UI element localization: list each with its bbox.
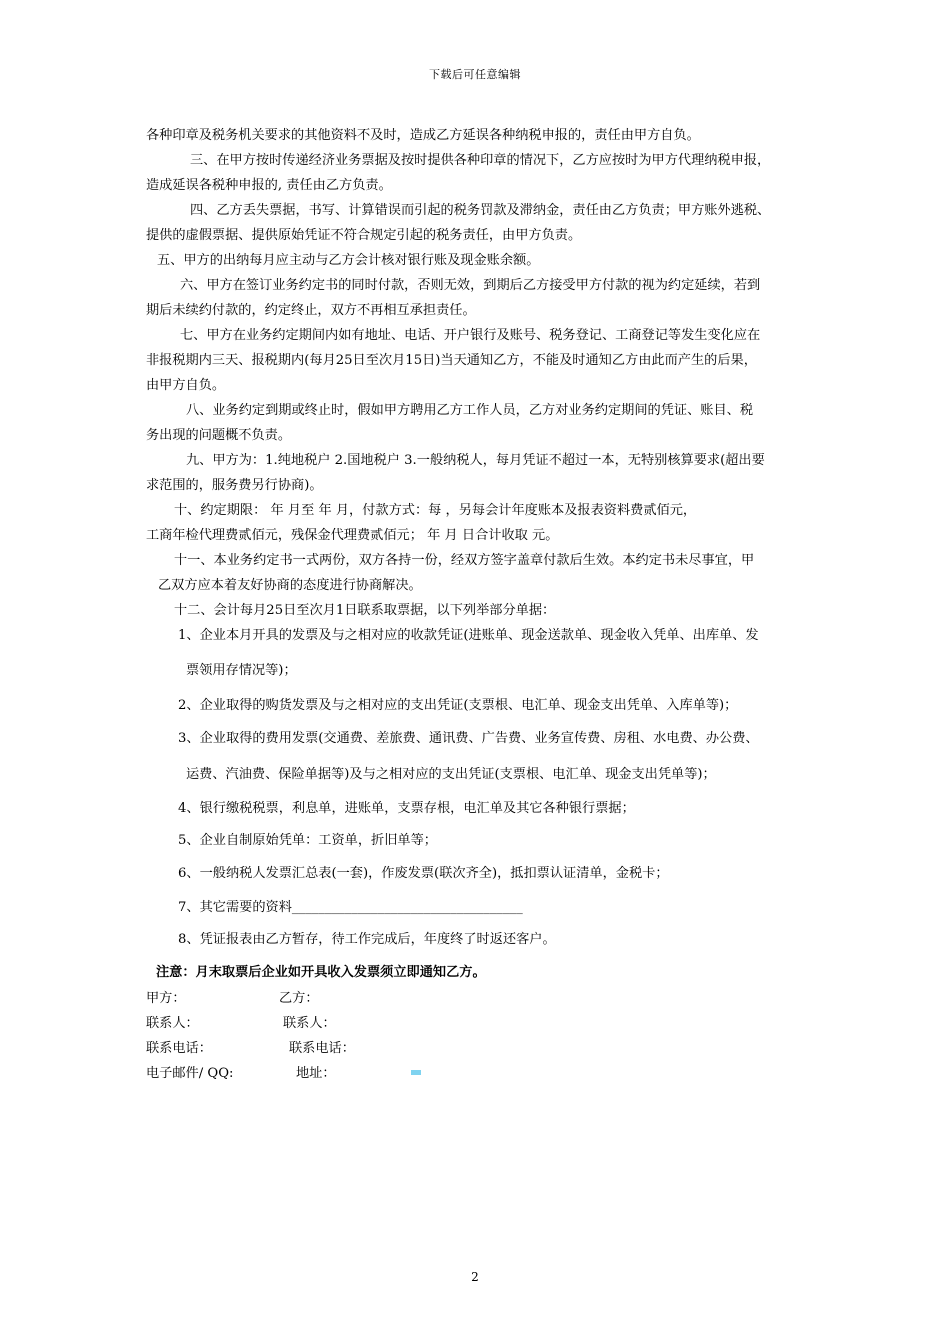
clause-8-line-2: 务出现的问题概不负责。 (146, 428, 292, 443)
clause-9-line-1: 九、甲方为：1.纯地税户 2.国地税户 3.一般纳税人，每月凭证不超过一本，无特别核算要求(超出要 (186, 453, 765, 468)
list-item-5: 5、企业自制原始凭单：工资单，折旧单等； (178, 833, 437, 848)
highlight-mark (411, 1070, 421, 1075)
clause-9-line-2: 求范围的，服务费另行协商)。 (146, 478, 323, 493)
clause-3-line-2: 造成延误各税种申报的, 责任由乙方负责。 (146, 178, 392, 193)
clause-7-line-1: 七、甲方在业务约定期间内如有地址、电话、开户银行及账号、税务登记、工商登记等发生变化应在 (180, 328, 761, 343)
notice: 注意：月末取票后企业如开具收入发票须立即通知乙方。 (156, 965, 486, 980)
contact-a-label: 联系人： (146, 1016, 199, 1031)
clause-6-line-2: 期后未续约付款的，约定终止，双方不再相互承担责任。 (146, 303, 476, 318)
list-item-3-line-1: 3、企业取得的费用发票(交通费、差旅费、通讯费、广告费、业务宣传费、房租、水电费、办公费、 (178, 731, 759, 746)
clause-6-line-1: 六、甲方在签订业务约定书的同时付款，否则无效，到期后乙方接受甲方付款的视为约定延续，若到 (180, 278, 761, 293)
party-b-label: 乙方： (279, 991, 319, 1006)
contact-b-label: 联系人： (283, 1016, 336, 1031)
clause-11-line-1: 十一、本业务约定书一式两份，双方各持一份，经双方签字盖章付款后生效。本约定书未尽事宜，甲 (174, 553, 755, 568)
clause-4-line-1: 四、乙方丢失票据，书写、计算错误而引起的税务罚款及滞纳金，责任由乙方负责；甲方账外逃税、 (190, 203, 771, 218)
email-qq-label: 电子邮件/ QQ: (146, 1066, 234, 1081)
clause-7-line-2: 非报税期内三天、报税期内(每月25日至次月15日)当天通知乙方，不能及时通知乙方由此而产生的后果， (146, 353, 757, 368)
clause-10-line-2: 工商年检代理费贰佰元，残保金代理费贰佰元； 年 月 日合计收取 元。 (146, 528, 559, 543)
list-item-2: 2、企业取得的购货发票及与之相对应的支出凭证(支票根、电汇单、现金支出凭单、入库单等)； (178, 698, 738, 713)
phone-a-label: 联系电话： (146, 1041, 212, 1056)
list-item-7: 7、其它需要的资料___________________________________ (178, 900, 523, 915)
list-item-3-line-2: 运费、汽油费、保险单据等)及与之相对应的支出凭证(支票根、电汇单、现金支出凭单等)； (186, 767, 716, 782)
clause-4-line-2: 提供的虚假票据、提供原始凭证不符合规定引起的税务责任，由甲方负责。 (146, 228, 582, 243)
text-line: 各种印章及税务机关要求的其他资料不及时，造成乙方延误各种纳税申报的，责任由甲方自负。 (146, 128, 700, 143)
clause-8-line-1: 八、业务约定到期或终止时，假如甲方聘用乙方工作人员，乙方对业务约定期间的凭证、账目、税 (186, 403, 754, 418)
phone-b-label: 联系电话： (289, 1041, 355, 1056)
clause-5: 五、甲方的出纳每月应主动与乙方会计核对银行账及现金账余额。 (157, 253, 540, 268)
clause-3-line-1: 三、在甲方按时传递经济业务票据及按时提供各种印章的情况下，乙方应按时为甲方代理纳税申报， (190, 153, 771, 168)
list-item-6: 6、一般纳税人发票汇总表(一套)，作废发票(联次齐全)，抵扣票认证清单，金税卡； (178, 866, 669, 881)
page-number: 2 (471, 1270, 479, 1284)
list-item-4: 4、银行缴税税票，利息单，进账单，支票存根，电汇单及其它各种银行票据； (178, 801, 635, 816)
address-label: 地址： (296, 1066, 336, 1081)
list-item-8: 8、凭证报表由乙方暂存，待工作完成后，年度终了时返还客户。 (178, 932, 556, 947)
list-item-1-line-1: 1、企业本月开具的发票及与之相对应的收款凭证(进账单、现金送款单、现金收入凭单、出库单、发 (178, 628, 759, 643)
clause-7-line-3: 由甲方自负。 (146, 378, 226, 393)
page-header: 下载后可任意编辑 (429, 68, 521, 81)
clause-12: 十二、会计每月25日至次月1日联系取票据，以下列举部分单据： (174, 603, 556, 618)
clause-10-line-1: 十、约定期限： 年 月至 年 月，付款方式：每 ，另每会计年度账本及报表资料费贰佰元， (174, 503, 697, 518)
list-item-1-line-2: 票领用存情况等)； (186, 663, 297, 678)
clause-11-line-2: 乙双方应本着友好协商的态度进行协商解决。 (158, 578, 422, 593)
party-a-label: 甲方： (146, 991, 186, 1006)
